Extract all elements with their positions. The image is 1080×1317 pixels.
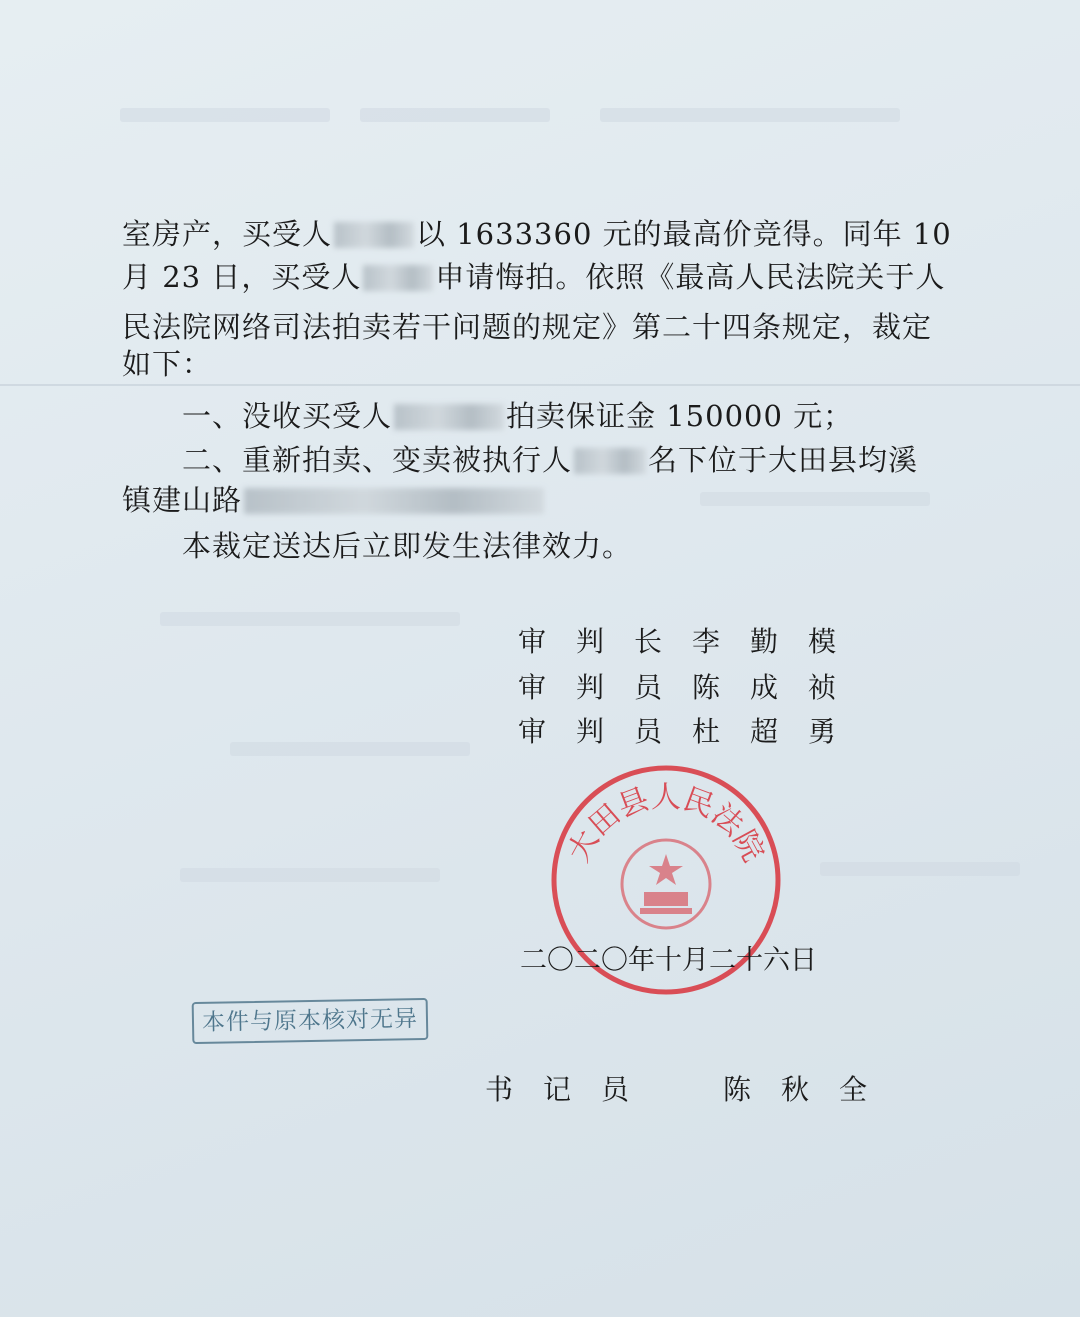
body-line-4: 如下：: [122, 347, 213, 381]
body-line-7: 镇建山路: [122, 478, 546, 519]
redaction: [394, 404, 504, 430]
bleed-mark: [230, 742, 470, 756]
signature-judge-1: 审 判 员 陈 成 祯: [518, 671, 837, 704]
signature-judge-2: 审 判 员 杜 超 勇: [518, 715, 837, 748]
body-line-3: 民法院网络司法拍卖若干问题的规定》第二十四条规定，裁定: [122, 310, 933, 344]
bleed-mark: [360, 108, 550, 122]
bleed-mark: [120, 108, 330, 122]
body-line-8: 本裁定送达后立即发生法律效力。: [122, 529, 633, 563]
redaction: [244, 488, 544, 514]
bleed-mark: [180, 868, 440, 882]
signature-presiding-judge: 审 判 长 李 勤 模: [518, 625, 837, 658]
bleed-mark: [700, 492, 930, 506]
bleed-mark: [820, 862, 1020, 876]
national-emblem-icon: [622, 840, 710, 928]
redaction: [574, 448, 646, 474]
body-line-2: 月 23 日，买受人 申请悔拍。依照《最高人民法院关于人: [122, 260, 946, 294]
body-line-1: 室房产，买受人 以 1633360 元的最高价竞得。同年 10: [122, 217, 952, 251]
body-line-6: 二、重新拍卖、变卖被执行人 名下位于大田县均溪: [122, 443, 919, 477]
ruling-date: 二〇二〇年十月二十六日: [520, 945, 817, 976]
seal-text: 大田县人民法院: [561, 779, 771, 868]
bleed-mark: [160, 612, 460, 626]
paper-fold: [0, 384, 1080, 386]
redaction: [334, 222, 414, 248]
body-line-5: 一、没收买受人 拍卖保证金 150000 元；: [122, 399, 854, 433]
copy-verification-stamp: 本件与原本核对无异: [192, 998, 429, 1044]
bleed-mark: [600, 108, 900, 122]
redaction: [363, 265, 433, 291]
signature-clerk: 书 记 员 陈 秋 全: [485, 1073, 868, 1106]
